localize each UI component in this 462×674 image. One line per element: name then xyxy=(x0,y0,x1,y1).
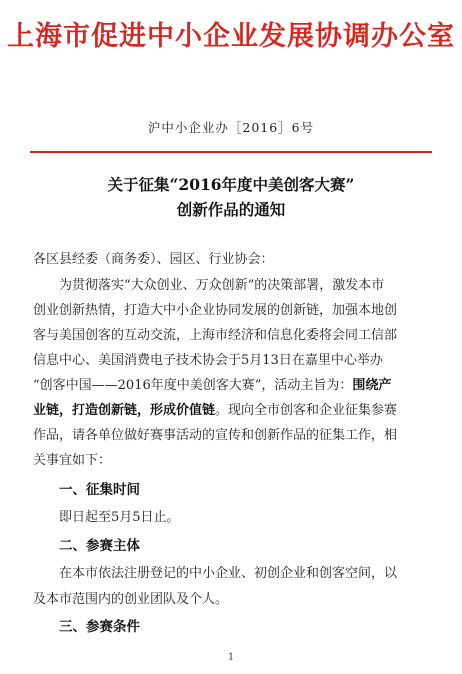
section-2-heading: 二、参赛主体 xyxy=(59,538,140,554)
intro-line-2: 创业创新热情，打造大中小企业协同发展的创新链，加强本地创 xyxy=(33,303,398,318)
document-title-line-1: 关于征集“2016年度中美创客大赛” xyxy=(107,175,355,194)
page-number: 1 xyxy=(227,652,235,663)
intro-emphasis-start: 围绕产 xyxy=(352,378,392,393)
intro-line-6 xyxy=(33,401,397,421)
intro-line-1: 为贯彻落实“大众创业、万众创新”的决策部署，激发本市 xyxy=(59,278,385,293)
intro-line-7: 作品，请各单位做好赛事活动的宣传和创新作品的征集工作，相 xyxy=(33,428,398,443)
document-number: 沪中小企业办［2016］6号 xyxy=(147,120,315,135)
issuer-header: 上海市促进中小企业发展协调办公室 xyxy=(7,21,455,52)
document-title-line-2: 创新作品的通知 xyxy=(176,200,286,219)
red-divider-line xyxy=(30,151,432,153)
intro-line-5 xyxy=(33,376,391,396)
intro-line-3: 客与美国创客的互动交流，上海市经济和信息化委将会同工信部 xyxy=(33,328,398,343)
section-1-heading: 一、征集时间 xyxy=(59,482,140,498)
intro-line-8: 关事宜如下： xyxy=(33,453,112,468)
salutation: 各区县经委（商务委）、园区、行业协会： xyxy=(33,252,274,267)
intro-line-6-text: 。现向全市创客和企业征集参赛 xyxy=(215,403,398,418)
section-2-text-1: 在本市依法注册登记的中小企业、初创企业和创客空间，以 xyxy=(59,566,398,581)
section-2-text-2: 及本市范围内的创业团队及个人。 xyxy=(33,592,229,607)
intro-line-4: 信息中心、美国消费电子技术协会于5月13日在嘉里中心举办 xyxy=(33,353,383,368)
intro-emphasis-end: 业链，打造创新链，形成价值链 xyxy=(33,403,216,418)
intro-line-5-text: “创客中国——2016年度中美创客大赛”，活动主旨为： xyxy=(33,378,353,393)
section-3-heading: 三、参赛条件 xyxy=(59,619,140,635)
section-1-text: 即日起至5月5日止。 xyxy=(59,510,180,525)
